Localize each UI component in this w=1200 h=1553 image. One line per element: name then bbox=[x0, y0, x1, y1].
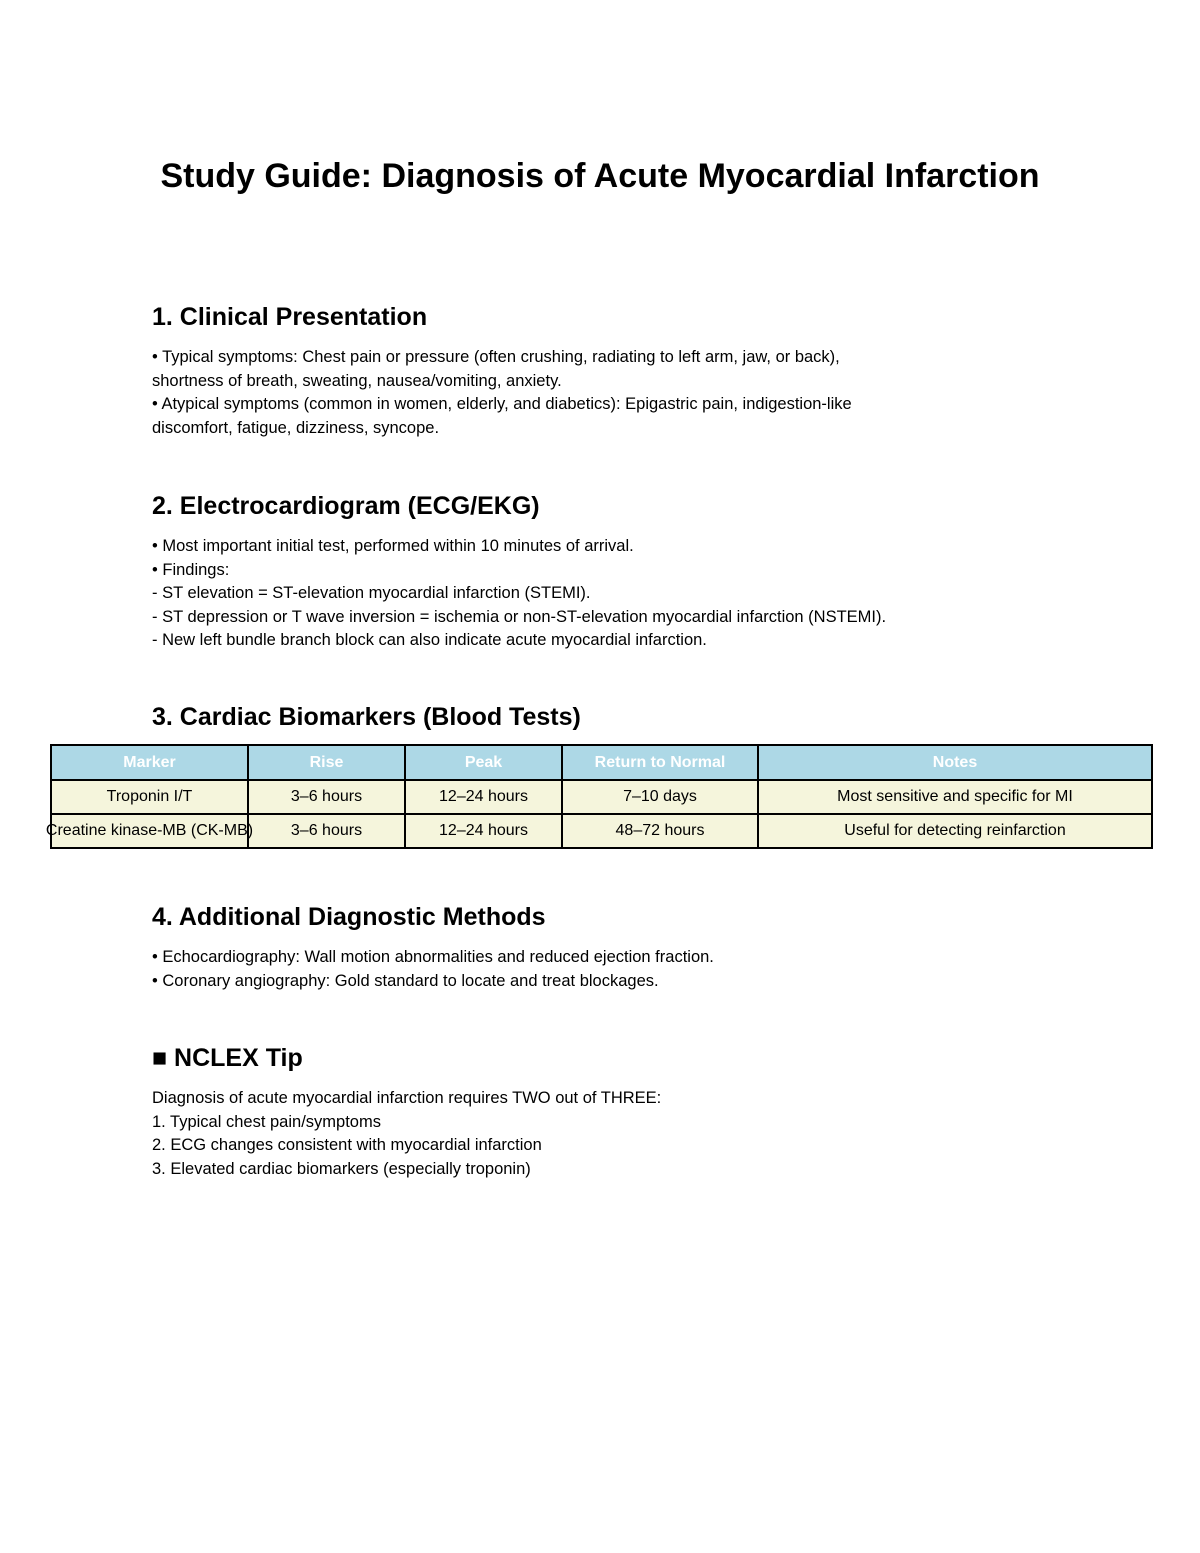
text-line: • Coronary angiography: Gold standard to locate and treat blockages. bbox=[152, 971, 659, 990]
text-line: • Atypical symptoms (common in women, elderly, and diabetics): Epigastric pain, indigestion-like bbox=[152, 395, 852, 413]
text-line: • Findings: bbox=[152, 560, 230, 579]
text-line: 1. Typical chest pain/symptoms bbox=[152, 1112, 381, 1131]
column-header-marker: Marker bbox=[51, 745, 248, 780]
clinical-text bbox=[152, 346, 1052, 440]
text-line: - New left bundle branch block can also indicate acute myocardial infarction. bbox=[152, 631, 707, 649]
text-line: • Echocardiography: Wall motion abnormalities and reduced ejection fraction. bbox=[152, 948, 714, 966]
table-cell: 7–10 days bbox=[562, 780, 758, 814]
table-cell: 3–6 hours bbox=[248, 780, 405, 814]
section-heading-clinical: 1. Clinical Presentation bbox=[152, 303, 428, 331]
additional-text bbox=[152, 946, 1052, 993]
tip-text bbox=[152, 1087, 1052, 1181]
column-header-rise: Rise bbox=[248, 745, 405, 780]
text-line: • Most important initial test, performed within 10 minutes of arrival. bbox=[152, 537, 634, 555]
text-line: - ST depression or T wave inversion = ischemia or non-ST-elevation myocardial infarction (NSTEMI). bbox=[152, 607, 887, 626]
section-heading-tip: ■ NCLEX Tip bbox=[152, 1044, 303, 1072]
table-row bbox=[51, 780, 1152, 814]
column-header-notes: Notes bbox=[758, 745, 1152, 780]
table-cell: 48–72 hours bbox=[562, 814, 758, 848]
section-heading-ecg: 2. Electrocardiogram (ECG/EKG) bbox=[152, 492, 540, 520]
table-cell bbox=[45, 814, 254, 848]
text-line: - ST elevation = ST-elevation myocardial infarction (STEMI). bbox=[152, 584, 591, 602]
column-header-peak: Peak bbox=[405, 745, 562, 780]
table-cell: Most sensitive and specific for MI bbox=[758, 780, 1152, 814]
table-header-row bbox=[51, 745, 1152, 780]
table-row bbox=[51, 814, 1152, 848]
cell-text: Creatine kinase-MB (CK-MB) bbox=[45, 822, 254, 839]
table-cell: 3–6 hours bbox=[248, 814, 405, 848]
text-line: discomfort, fatigue, dizziness, syncope. bbox=[152, 418, 440, 437]
ecg-text bbox=[152, 535, 1052, 653]
section-heading-biomarkers: 3. Cardiac Biomarkers (Blood Tests) bbox=[152, 703, 581, 731]
text-line: 2. ECG changes consistent with myocardial infarction bbox=[152, 1136, 542, 1154]
table-cell: Troponin I/T bbox=[51, 780, 248, 814]
section-heading-additional: 4. Additional Diagnostic Methods bbox=[152, 903, 546, 931]
column-header-return: Return to Normal bbox=[562, 745, 758, 780]
table-cell: Useful for detecting reinfarction bbox=[758, 814, 1152, 848]
text-line: Diagnosis of acute myocardial infarction requires TWO out of THREE: bbox=[152, 1089, 662, 1107]
page-title: Study Guide: Diagnosis of Acute Myocardial Infarction bbox=[160, 157, 1040, 195]
text-line: • Typical symptoms: Chest pain or pressure (often crushing, radiating to left arm, jaw, or back), bbox=[152, 348, 840, 366]
table-cell: 12–24 hours bbox=[405, 780, 562, 814]
text-line: shortness of breath, sweating, nausea/vomiting, anxiety. bbox=[152, 371, 562, 390]
text-line: 3. Elevated cardiac biomarkers (especially troponin) bbox=[152, 1159, 531, 1178]
table-cell: 12–24 hours bbox=[405, 814, 562, 848]
biomarker-table bbox=[45, 744, 1153, 849]
